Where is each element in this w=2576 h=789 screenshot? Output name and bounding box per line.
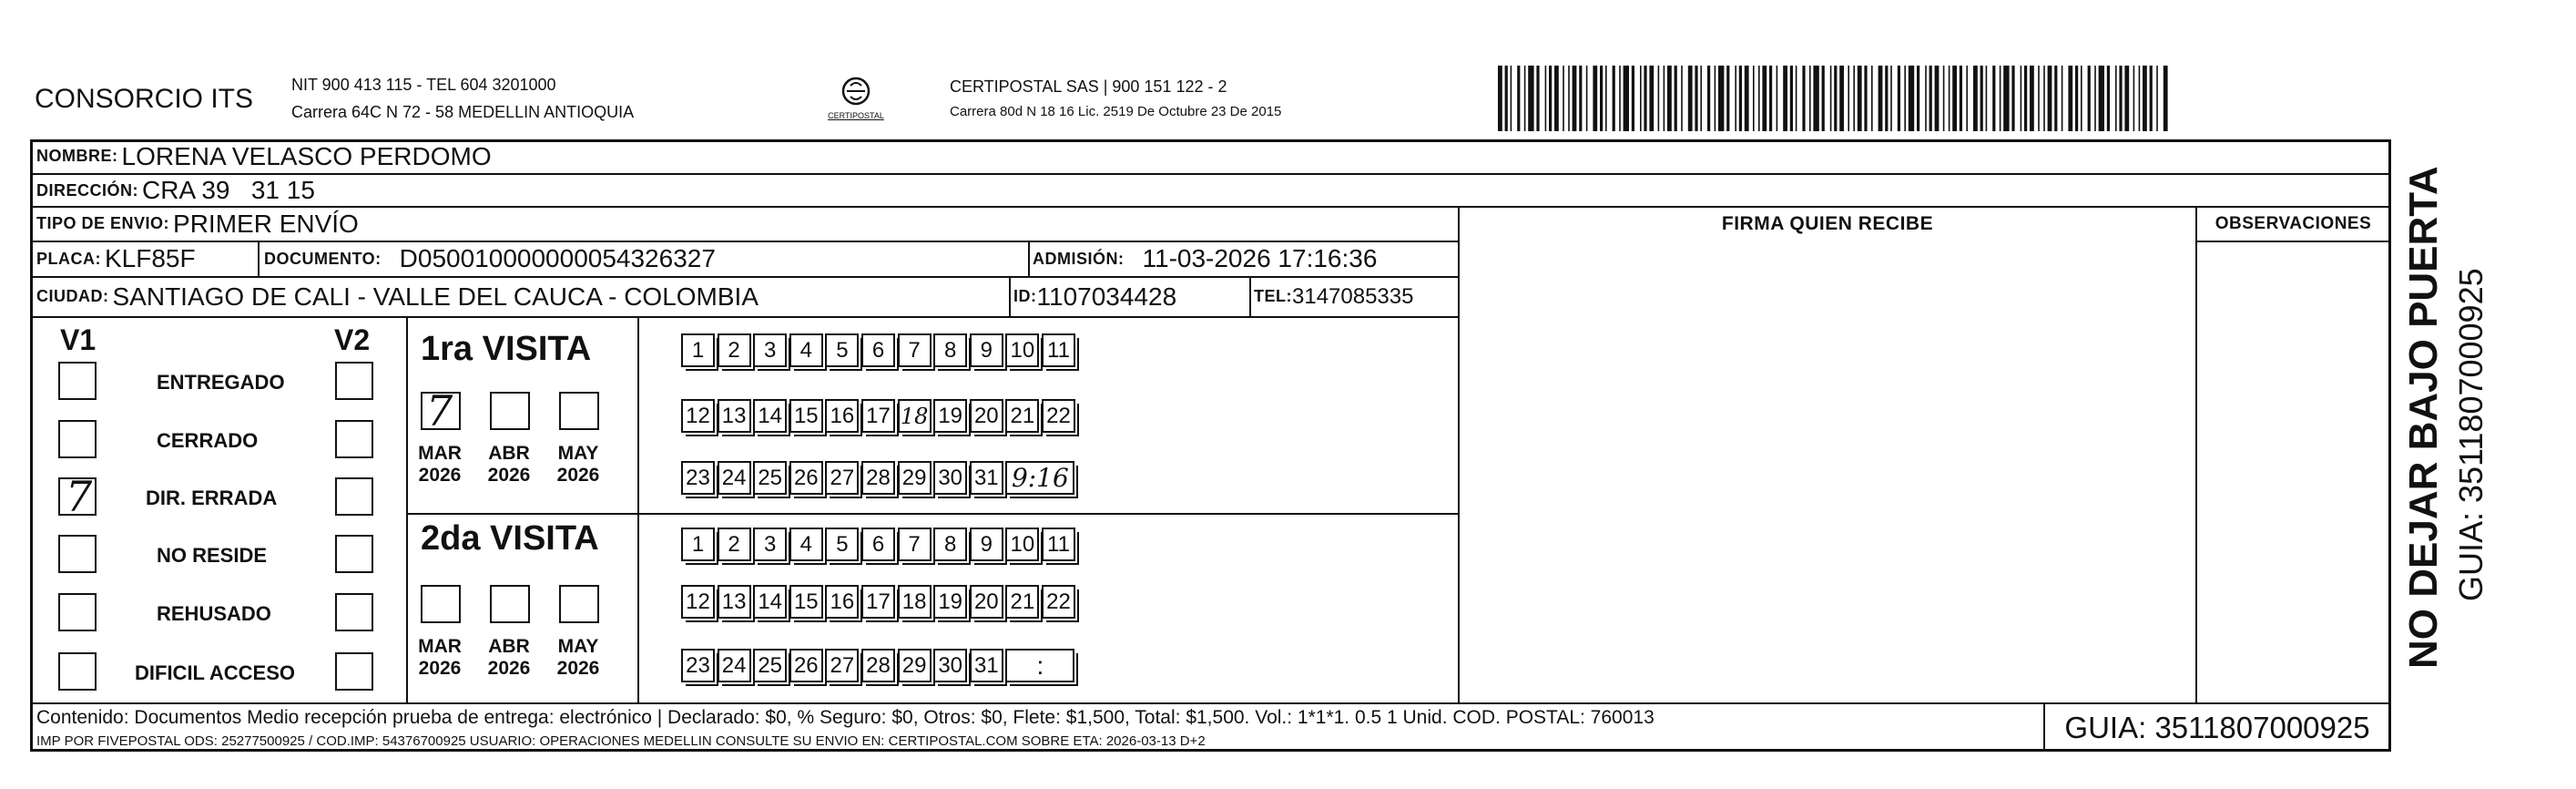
day-box[interactable]: 31 (970, 461, 1003, 495)
month-checkbox[interactable] (559, 392, 599, 430)
v2-checkbox[interactable] (335, 652, 373, 691)
v1-label: V1 (60, 323, 97, 356)
barcode-bar (2099, 66, 2104, 131)
v2-checkbox[interactable] (335, 593, 373, 631)
barcode-bar (1568, 66, 1570, 131)
v2-checkbox[interactable] (335, 477, 373, 516)
certipostal-nit: CERTIPOSTAL SAS | 900 151 122 - 2 (950, 77, 1227, 96)
barcode-bar (1707, 66, 1710, 131)
month-name: MAY (557, 443, 599, 464)
day-box[interactable]: 13 (718, 585, 751, 619)
barcode-bar (2124, 66, 2129, 131)
logo-caption: CERTIPOSTAL (828, 111, 884, 120)
certipostal-logo (810, 71, 901, 126)
barcode-bar (1511, 66, 1512, 131)
address-label: DIRECCIÓN: (36, 180, 138, 200)
day-box[interactable]: 25 (753, 649, 787, 682)
barcode-bar (2107, 66, 2110, 131)
barcode-bar (1695, 66, 1697, 131)
barcode-bar (2139, 66, 2141, 131)
day-box[interactable]: 21 (1005, 399, 1039, 433)
day-box[interactable]: 18 (898, 399, 932, 433)
barcode-bar (2115, 66, 2117, 131)
day-box[interactable]: 28 (861, 461, 895, 495)
barcode-bar (1769, 66, 1772, 131)
day-box[interactable]: 9 (970, 333, 1003, 367)
time-box[interactable]: 9:16 (1005, 461, 1074, 495)
observations-area[interactable] (2197, 242, 2389, 702)
month-year: 2026 (418, 465, 462, 486)
status-label: DIFICIL ACCESO (135, 661, 296, 684)
day-box[interactable]: 14 (753, 585, 787, 619)
city-label: CIUDAD: (36, 287, 109, 305)
day-box[interactable]: 29 (898, 649, 932, 682)
day-box[interactable]: 14 (753, 399, 787, 433)
send-type-value: PRIMER ENVÍO (173, 209, 359, 238)
day-box[interactable]: 2 (718, 333, 751, 367)
v2-checkbox[interactable] (335, 420, 373, 458)
barcode-bar (1890, 66, 1892, 131)
month-year: 2026 (556, 658, 600, 679)
barcode-bar (1700, 66, 1702, 131)
barcode-bar (1739, 66, 1742, 131)
v2-label: V2 (334, 323, 371, 356)
barcode-bar (1802, 66, 1805, 131)
month-name: MAR (418, 443, 462, 464)
month-name: MAR (418, 636, 462, 657)
day-box[interactable]: 27 (825, 649, 859, 682)
barcode-bar (1517, 66, 1520, 131)
id-field (1013, 277, 1176, 316)
v1-handwritten-mark: 7 (66, 472, 93, 521)
barcode-bar (1528, 66, 1533, 131)
barcode-bar (1960, 66, 1962, 131)
barcode-bar (1644, 66, 1646, 131)
day-box[interactable]: 6 (861, 528, 895, 561)
v2-checkbox[interactable] (335, 535, 373, 573)
day-box[interactable]: 28 (861, 649, 895, 682)
barcode-bar (1573, 66, 1577, 131)
day-box[interactable]: 15 (789, 399, 823, 433)
month-checkbox[interactable] (421, 585, 461, 623)
v1-checkbox[interactable] (58, 535, 97, 573)
certipostal-license: Carrera 80d N 18 16 Lic. 2519 De Octubre 23 De 2015 (950, 104, 1282, 119)
v1-checkbox[interactable] (58, 652, 97, 691)
signature-area[interactable] (1460, 242, 2195, 702)
day-box[interactable]: 29 (898, 461, 932, 495)
day-box[interactable]: 2 (718, 528, 751, 561)
day-box[interactable]: 26 (789, 649, 823, 682)
day-box[interactable]: 11 (1042, 528, 1075, 561)
status-label: NO RESIDE (157, 544, 268, 567)
barcode-bar (1796, 66, 1797, 131)
day-box[interactable]: 12 (681, 399, 715, 433)
day-box[interactable]: 16 (825, 399, 859, 433)
month-checkbox[interactable] (559, 585, 599, 623)
barcode-bar (1992, 66, 1995, 131)
document-field (264, 241, 716, 276)
month-label (417, 443, 463, 487)
admission-value: 11-03-2026 17:16:36 (1142, 244, 1378, 272)
barcode-bar (1715, 66, 1716, 131)
footer-print-info: IMP POR FIVEPOSTAL ODS: 25277500925 / COD.IMP: 54376700925 USUARIO: OPERACIONES MEDELLIN CONSULTE SU ENVIO EN: CERTIPOSTAL.COM SOBRE ETA: 2026-03-13 D+2 (36, 733, 1206, 749)
day-box[interactable]: 17 (861, 399, 895, 433)
barcode-bar (1498, 66, 1502, 131)
day-box[interactable]: 7 (898, 528, 932, 561)
month-year: 2026 (556, 465, 600, 486)
send-type-row (36, 207, 359, 241)
day-box[interactable]: 23 (681, 649, 715, 682)
side-guia: GUIA: 3511807000925 (2452, 268, 2489, 601)
barcode-bar (1809, 66, 1811, 131)
barcode-bar (1864, 66, 1867, 131)
day-box[interactable]: 16 (825, 585, 859, 619)
recipient-address: CRA 39 31 15 (142, 176, 315, 204)
month-label (486, 636, 532, 680)
barcode-bar (1917, 66, 1919, 131)
company-nit-tel: NIT 900 413 115 - TEL 604 3201000 (291, 76, 556, 94)
day-box[interactable]: 4 (789, 333, 823, 367)
signature-label: FIRMA QUIEN RECIBE (1721, 213, 1934, 234)
barcode-bar (2043, 66, 2045, 131)
status-label: REHUSADO (157, 602, 271, 625)
day-box[interactable]: 15 (789, 585, 823, 619)
day-box[interactable]: 3 (753, 333, 787, 367)
barcode-bar (1925, 66, 1927, 131)
month-year: 2026 (487, 465, 531, 486)
barcode-bar (2133, 66, 2135, 131)
plate-value: KLF85F (105, 244, 196, 272)
month-checkbox[interactable] (490, 392, 530, 430)
barcode-bar (1613, 66, 1615, 131)
barcode-bar (1649, 66, 1654, 131)
barcode-bar (2048, 66, 2052, 131)
barcode-bar (1593, 66, 1597, 131)
status-label: CERRADO (157, 429, 259, 452)
barcode-bar (2068, 66, 2072, 131)
barcode-bar (1949, 66, 1950, 131)
day-box[interactable]: 1 (681, 333, 715, 367)
month-checkbox[interactable] (490, 585, 530, 623)
footer-guia: GUIA: 3511807000925 (2064, 711, 2370, 744)
id-value: 1107034428 (1036, 282, 1177, 311)
barcode-bar (1898, 66, 1900, 131)
barcode-bar (1726, 66, 1729, 131)
barcode-bar (1675, 66, 1677, 131)
send-type-label: TIPO DE ENVIO: (36, 214, 170, 232)
day-box[interactable]: 5 (825, 333, 859, 367)
day-box[interactable]: 8 (933, 528, 967, 561)
day-box[interactable]: 22 (1042, 399, 1075, 433)
barcode-bar (1839, 66, 1844, 131)
observations-label: OBSERVACIONES (2215, 214, 2372, 233)
barcode-bar (1681, 66, 1683, 131)
barcode-icon (1496, 66, 2172, 131)
barcode-bar (1762, 66, 1767, 131)
month-name: ABR (488, 443, 530, 464)
company-address: Carrera 64C N 72 - 58 MEDELLIN ANTIOQUIA (291, 103, 635, 121)
barcode-bar (1777, 66, 1778, 131)
day-box[interactable]: 19 (933, 585, 967, 619)
barcode-bar (1579, 66, 1582, 131)
barcode-bar (1718, 66, 1724, 131)
day-box[interactable]: 19 (933, 399, 967, 433)
day-box[interactable]: 20 (970, 585, 1003, 619)
admission-field (1033, 241, 1377, 276)
barcode-bar (1664, 66, 1665, 131)
barcode-bar (2156, 66, 2158, 131)
status-label: DIR. ERRADA (146, 487, 278, 509)
day-box[interactable]: 7 (898, 333, 932, 367)
barcode-bar (1563, 66, 1564, 131)
day-box[interactable]: 11 (1042, 333, 1075, 367)
barcode-bar (1624, 66, 1629, 131)
day-box[interactable]: 23 (681, 461, 715, 495)
day-box[interactable]: 21 (1005, 585, 1039, 619)
barcode-bar (1935, 66, 1940, 131)
barcode-bar (1600, 66, 1603, 131)
barcode-bar (1858, 66, 1862, 131)
day-box[interactable]: 5 (825, 528, 859, 561)
day-box[interactable]: 24 (718, 461, 751, 495)
v1-checkbox[interactable] (58, 472, 97, 521)
barcode-bar (1554, 66, 1559, 131)
document-value: D050010000000054326327 (399, 244, 716, 272)
barcode-bar (1545, 66, 1547, 131)
day-box[interactable]: 13 (718, 399, 751, 433)
barcode-bar (1943, 66, 1945, 131)
id-label: ID: (1013, 287, 1037, 305)
day-box[interactable]: 17 (861, 585, 895, 619)
day-box[interactable]: 27 (825, 461, 859, 495)
tel-field (1254, 277, 1413, 316)
month-name: ABR (488, 636, 530, 657)
address-row (36, 174, 315, 207)
barcode-bar (1966, 66, 1968, 131)
day-box[interactable]: 24 (718, 649, 751, 682)
barcode-bar (1505, 66, 1508, 131)
barcode-bar (1952, 66, 1957, 131)
city-row (36, 277, 759, 316)
barcode-bar (2075, 66, 2078, 131)
barcode-bar (1758, 66, 1760, 131)
barcode-bar (2150, 66, 2153, 131)
day-box[interactable]: 3 (753, 528, 787, 561)
company-name: CONSORCIO ITS (35, 84, 254, 114)
barcode-bar (1848, 66, 1849, 131)
month-label (417, 636, 463, 680)
day-box[interactable]: 18 (898, 585, 932, 619)
barcode-bar (2054, 66, 2057, 131)
barcode-bar (2003, 66, 2009, 131)
barcode-bar (1667, 66, 1672, 131)
barcode-bar (1929, 66, 1932, 131)
time-box[interactable]: : (1005, 649, 1074, 682)
barcode-bar (1879, 66, 1883, 131)
day-box[interactable]: 30 (933, 649, 967, 682)
first-visit-label: 1ra VISITA (421, 330, 592, 368)
day-box[interactable]: 8 (933, 333, 967, 367)
barcode-bar (2011, 66, 2014, 131)
barcode-bar (1790, 66, 1793, 131)
barcode-bar (1871, 66, 1873, 131)
barcode-bar (2164, 66, 2168, 131)
day-box[interactable]: 4 (789, 528, 823, 561)
barcode-bar (1536, 66, 1539, 131)
barcode-bar (2119, 66, 2122, 131)
barcode-bar (1834, 66, 1837, 131)
barcode-bar (1909, 66, 1914, 131)
tel-value: 3147085335 (1292, 283, 1414, 309)
barcode-bar (1980, 66, 1983, 131)
barcode-bar (2021, 66, 2022, 131)
month-handwritten-mark: 7 (426, 386, 453, 435)
name-label: NOMBRE: (36, 147, 118, 165)
day-box[interactable]: 25 (753, 461, 787, 495)
v1-checkbox[interactable] (58, 593, 97, 631)
name-row (36, 139, 492, 173)
document-label: DOCUMENTO: (264, 249, 382, 268)
day-box[interactable]: 20 (970, 399, 1003, 433)
plate-field (36, 241, 196, 276)
tel-label: TEL: (1254, 287, 1292, 305)
month-label (555, 636, 601, 680)
v1-checkbox[interactable] (58, 420, 97, 458)
barcode-bar (1830, 66, 1832, 131)
day-box[interactable]: 12 (681, 585, 715, 619)
barcode-bar (1745, 66, 1749, 131)
barcode-bar (1973, 66, 1978, 131)
month-checkbox[interactable] (421, 386, 461, 435)
barcode-bar (2081, 66, 2082, 131)
barcode-bar (1813, 66, 1818, 131)
status-label: ENTREGADO (157, 371, 285, 394)
month-name: MAY (557, 636, 599, 657)
second-visit-label: 2da VISITA (421, 519, 599, 558)
footer-content: Contenido: Documentos Medio recepción prueba de entrega: electrónico | Declarado: $0, % Seguro: $0, Otros: $0, Flete: $1,500, Total: $1,500. Vol.: 1*1*1. 0.5 1 Unid. COD. POSTAL: 760013 (36, 707, 1655, 728)
barcode-bar (1619, 66, 1621, 131)
day-box[interactable]: 26 (789, 461, 823, 495)
barcode-bar (1735, 66, 1736, 131)
barcode-bar (1783, 66, 1787, 131)
barcode-bar (2143, 66, 2147, 131)
barcode-bar (1632, 66, 1634, 131)
v2-checkbox[interactable] (335, 362, 373, 400)
barcode-bar (2030, 66, 2034, 131)
barcode-bar (1822, 66, 1825, 131)
day-box[interactable]: 22 (1042, 585, 1075, 619)
barcode-bar (1688, 66, 1693, 131)
barcode-bar (2000, 66, 2001, 131)
barcode-bar (1640, 66, 1642, 131)
admission-label: ADMISIÓN: (1033, 249, 1125, 268)
barcode-bar (1904, 66, 1906, 131)
day-box[interactable]: 10 (1005, 528, 1039, 561)
barcode-bar (2088, 66, 2091, 131)
barcode-bar (1986, 66, 1988, 131)
day-box[interactable]: 9 (970, 528, 1003, 561)
day-box[interactable]: 30 (933, 461, 967, 495)
month-year: 2026 (487, 658, 531, 679)
barcode-bar (2024, 66, 2027, 131)
side-warning: NO DEJAR BAJO PUERTA (2401, 166, 2446, 669)
barcode-bar (2094, 66, 2096, 131)
day-box[interactable]: 10 (1005, 333, 1039, 367)
day-box[interactable]: 6 (861, 333, 895, 367)
month-year: 2026 (418, 658, 462, 679)
barcode-bar (1658, 66, 1660, 131)
barcode-bar (1853, 66, 1855, 131)
month-label (555, 443, 601, 487)
month-label (486, 443, 532, 487)
day-box[interactable]: 31 (970, 649, 1003, 682)
barcode-bar (2062, 66, 2063, 131)
barcode-bar (1605, 66, 1607, 131)
barcode-bar (1549, 66, 1552, 131)
barcode-bar (1885, 66, 1888, 131)
v1-checkbox[interactable] (58, 362, 97, 400)
plate-label: PLACA: (36, 249, 101, 268)
barcode-bar (1753, 66, 1755, 131)
city-value: SANTIAGO DE CALI - VALLE DEL CAUCA - COLOMBIA (112, 282, 759, 311)
barcode-bar (1524, 66, 1526, 131)
barcode-bar (2038, 66, 2040, 131)
barcode-bar (1586, 66, 1588, 131)
day-box[interactable]: 1 (681, 528, 715, 561)
recipient-name: LORENA VELASCO PERDOMO (121, 141, 492, 170)
